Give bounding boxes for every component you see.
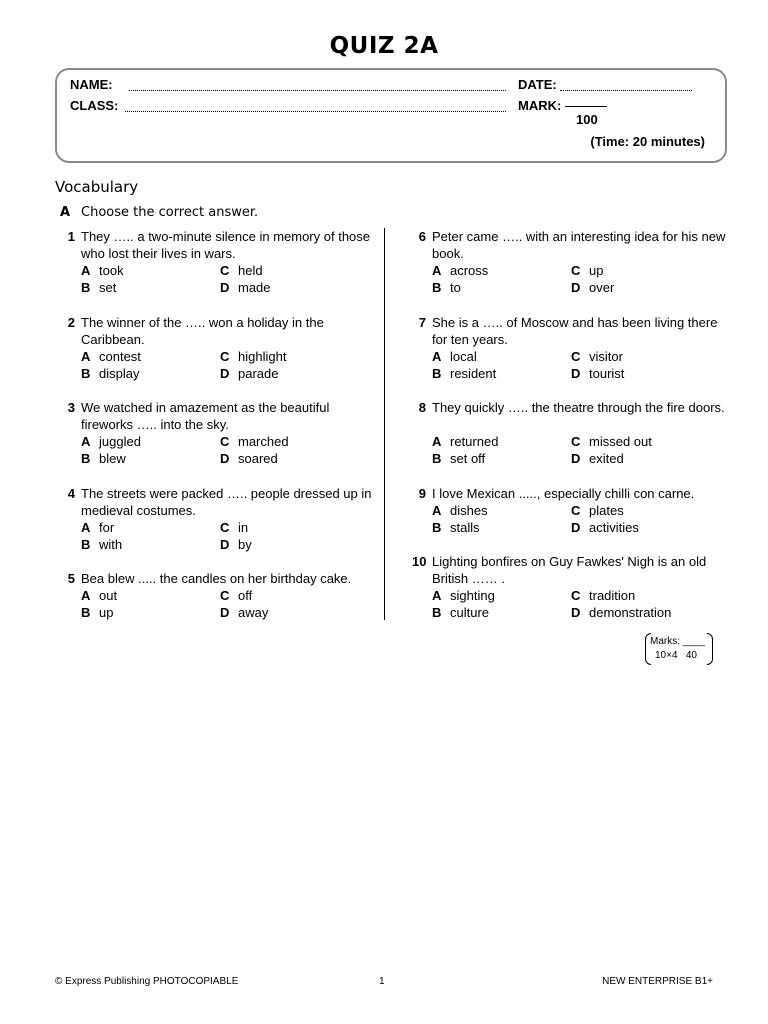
question-number: 8 <box>418 400 426 415</box>
marks-total: 40 <box>685 650 697 661</box>
name-label: NAME: <box>70 77 113 92</box>
option-b[interactable]: B display <box>81 365 140 381</box>
question-text: They quickly ….. the theatre through the fire doors. <box>432 400 725 415</box>
option-c[interactable]: C missed out <box>571 434 652 449</box>
option-d[interactable]: D over <box>571 280 615 295</box>
option-a[interactable]: A dishes <box>432 502 488 518</box>
section-heading: Vocabulary <box>55 178 139 196</box>
option-d[interactable]: D exited <box>571 451 624 466</box>
option-a[interactable]: A returned <box>432 434 499 449</box>
question <box>412 553 742 639</box>
option-c[interactable]: C held <box>220 263 263 278</box>
question <box>418 399 742 485</box>
option-c[interactable]: C marched <box>220 434 289 449</box>
question <box>67 570 391 656</box>
question-number: 3 <box>67 400 75 415</box>
date-field[interactable] <box>560 89 692 91</box>
class-field[interactable] <box>125 110 506 112</box>
option-b[interactable]: B set <box>81 280 117 295</box>
student-info-box <box>55 68 727 163</box>
date-label: DATE: <box>518 77 557 92</box>
questions-left-column <box>67 228 391 656</box>
question-text: The streets were packed ….. people dressed up in medieval costumes. <box>81 485 372 518</box>
instruction-letter: A <box>60 205 71 220</box>
question-text: They ….. a two-minute silence in memory of those who lost their lives in wars. <box>81 229 371 261</box>
mark-field[interactable] <box>565 106 607 107</box>
option-b[interactable]: B with <box>81 536 123 552</box>
time-limit: (Time: 20 minutes) <box>590 134 705 149</box>
mark-label: MARK: <box>518 98 562 113</box>
question-text: Peter came ….. with an interesting idea for his new book. <box>432 229 726 261</box>
option-c[interactable]: C tradition <box>571 587 636 603</box>
option-d[interactable]: D parade <box>220 365 279 381</box>
option-a[interactable]: A took <box>81 263 124 278</box>
marks-formula: 10×4 <box>655 650 678 661</box>
option-d[interactable]: D away <box>220 605 269 620</box>
column-divider <box>384 228 385 620</box>
option-d[interactable]: D tourist <box>571 365 625 381</box>
questions-right-column <box>412 228 742 638</box>
option-c[interactable]: C highlight <box>220 348 287 364</box>
question-number: 9 <box>418 485 426 501</box>
question <box>67 399 391 485</box>
question <box>418 314 742 400</box>
instruction-text: Choose the correct answer. <box>81 205 259 220</box>
option-a[interactable]: A for <box>81 519 115 535</box>
option-b[interactable]: B stalls <box>432 519 480 535</box>
option-a[interactable]: A out <box>81 588 118 603</box>
option-c[interactable]: C off <box>220 588 253 603</box>
option-c[interactable]: C visitor <box>571 348 623 364</box>
mark-total: 100 <box>576 112 598 127</box>
option-d[interactable]: D demonstration <box>571 604 672 620</box>
option-d[interactable]: D soared <box>220 451 278 466</box>
footer-book-title: NEW ENTERPRISE B1+ <box>602 976 713 987</box>
question-text: She is a ….. of Moscow and has been living there for ten years. <box>432 314 718 347</box>
marks-label: Marks: <box>650 636 680 647</box>
instruction <box>60 205 258 220</box>
option-c[interactable]: C plates <box>571 502 624 518</box>
option-a[interactable]: A sighting <box>432 587 495 603</box>
question-number: 5 <box>67 571 75 586</box>
question-text: We watched in amazement as the beautiful fireworks ….. into the sky. <box>81 400 330 432</box>
option-b[interactable]: B to <box>432 280 461 295</box>
question-text: Bea blew ..... the candles on her birthday cake. <box>81 571 352 586</box>
option-b[interactable]: B blew <box>81 451 126 466</box>
option-a[interactable]: A contest <box>81 348 141 364</box>
marks-score-box <box>645 633 713 665</box>
question-number: 2 <box>67 314 75 330</box>
option-a[interactable]: A across <box>432 263 489 278</box>
option-d[interactable]: D activities <box>571 519 639 535</box>
option-b[interactable]: B culture <box>432 604 490 620</box>
quiz-title: QUIZ 2A <box>329 33 439 59</box>
option-c[interactable]: C in <box>220 519 249 535</box>
option-d[interactable]: D by <box>220 536 252 552</box>
footer-page-number: 1 <box>379 976 385 987</box>
option-c[interactable]: C up <box>571 263 604 278</box>
question-text: The winner of the ….. won a holiday in the Caribbean. <box>81 314 324 347</box>
question <box>418 485 742 553</box>
question <box>67 485 391 571</box>
option-d[interactable]: D made <box>220 280 271 295</box>
bracket-right <box>707 633 713 665</box>
footer-copyright: © Express Publishing PHOTOCOPIABLE <box>55 976 239 987</box>
name-field[interactable] <box>129 89 506 91</box>
option-b[interactable]: B up <box>81 605 114 620</box>
question-text: I love Mexican ....., especially chilli con carne. <box>432 485 695 501</box>
question-number: 7 <box>418 314 426 330</box>
question <box>418 228 742 314</box>
question-number: 6 <box>418 229 426 244</box>
question-number: 1 <box>67 229 75 244</box>
question-number: 4 <box>67 485 75 501</box>
option-b[interactable]: B set off <box>432 451 486 466</box>
question <box>67 314 391 400</box>
option-a[interactable]: A local <box>432 348 477 364</box>
question-number: 10 <box>412 553 427 569</box>
class-label: CLASS: <box>70 98 119 113</box>
question <box>67 228 391 314</box>
question-text: Lighting bonfires on Guy Fawkes' Nigh is an old British …… . <box>432 553 707 586</box>
option-b[interactable]: B resident <box>432 365 497 381</box>
option-a[interactable]: A juggled <box>81 434 141 449</box>
marks-blank[interactable]: ____ <box>682 636 706 647</box>
